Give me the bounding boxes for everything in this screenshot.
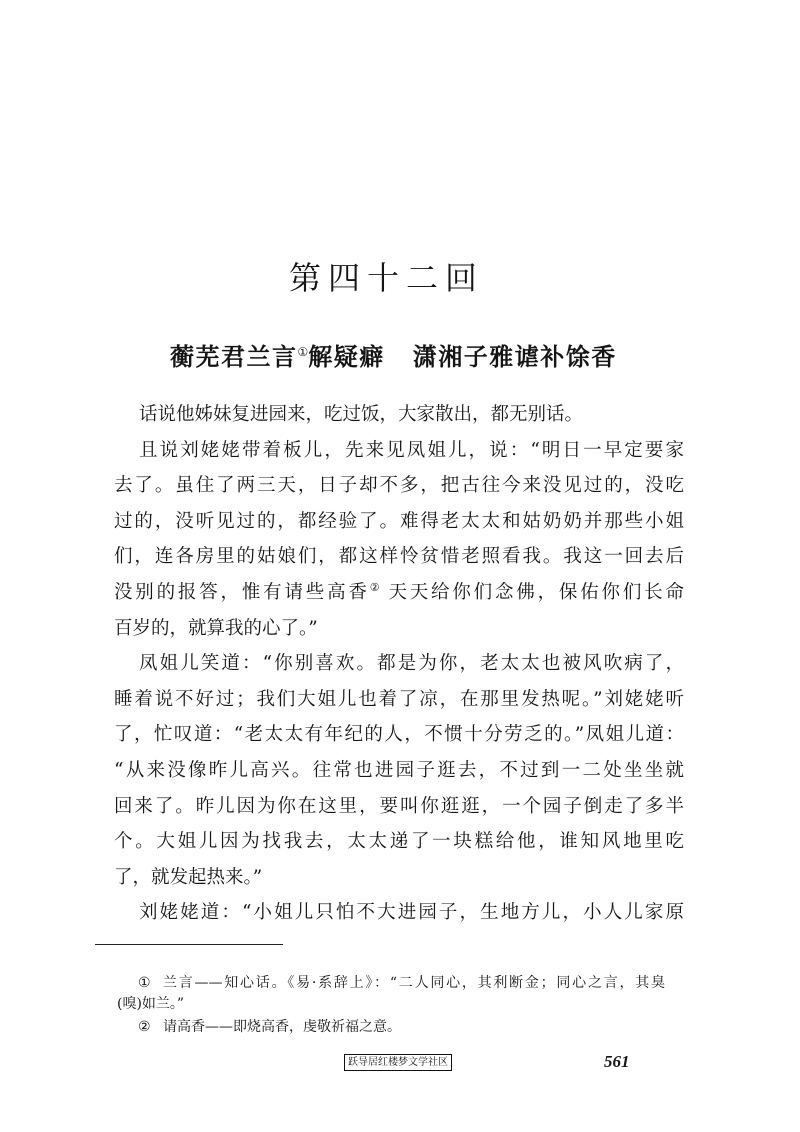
paragraph [114,397,684,433]
subtitle-first-half: 蘅芜君兰言 [170,342,298,371]
paragraph [114,433,684,647]
text-line: 刘姥姥道：“小姐儿只怕不大进园子，生地方儿，小人儿家原 [139,902,684,924]
chapter-subtitle [170,336,617,373]
subtitle-footnote-mark: ① [297,345,309,359]
paragraph [114,895,684,931]
footnote-line: 兰言——知心话。《易·系辞上》：“二人同心，其利断金；同心之言，其臭 [163,975,665,991]
text-line: 们，连各房里的姑娘们，都这样怜贫惜老照看我。我这一回去后 [114,546,684,568]
footnote-mark: ② [138,1019,151,1035]
footnote-mark: ① [138,975,151,991]
subtitle-first-half-end: 解疑癖 [308,342,385,371]
subtitle-second-half: 潇湘子雅谑补馀香 [412,342,617,371]
chapter-title: 第四十二回 [289,259,485,297]
text-line: 了，忙叹道：“老太太有年纪的人，不惯十分劳乏的。”凤姐儿道： [114,724,684,746]
text-segment: 没别的报答，惟有请些高香 [114,581,370,603]
text-line: 去了。虽住了两三天，日子却不多，把古往今来没见过的，没吃 [114,475,684,497]
text-line: 回来了。昨儿因为你在这里，要叫你逛逛，一个园子倒走了多半 [114,795,684,817]
footnote-line: 请高香——即烧高香，虔敬祈福之意。 [163,1019,401,1035]
text-segment: 天天给你们念佛，保佑你们长命 [388,581,684,603]
text-line: 过的，没听见过的，都经验了。难得老太太和姑奶奶并那些小姐 [114,510,684,532]
paragraph [114,646,684,895]
text-line: 凤姐儿笑道：“你别喜欢。都是为你，老太太也被风吹病了， [139,653,684,675]
watermark-stamp: 跃导居红楼梦文学社区 [344,1054,452,1071]
page-number: 561 [604,1052,630,1071]
text-line: 睡着说不好过；我们大姐儿也着了凉，在那里发热呢。”刘姥姥听 [114,688,684,710]
text-line: 话说他姊妹复进园来，吃过饭，大家散出，都无别话。 [139,404,584,425]
text-line: “从来没像昨儿高兴。往常也进园子逛去，不过到一二处坐坐就 [114,759,684,781]
footnote-mark: ② [369,580,383,594]
text-line: 了，就发起热来。” [114,866,263,888]
text-line: 个。大姐儿因为找我去，太太递了一块糕给他，谁知风地里吃 [114,831,684,853]
text-line [114,575,684,611]
footnote-line: (嗅)如兰。” [117,996,185,1012]
footnote-separator [95,944,283,945]
body-text [114,397,684,931]
text-line: 且说刘姥姥带着板儿，先来见凤姐儿，说：“明日一早定要家 [139,439,684,461]
text-line: 百岁的，就算我的心了。” [114,617,318,639]
